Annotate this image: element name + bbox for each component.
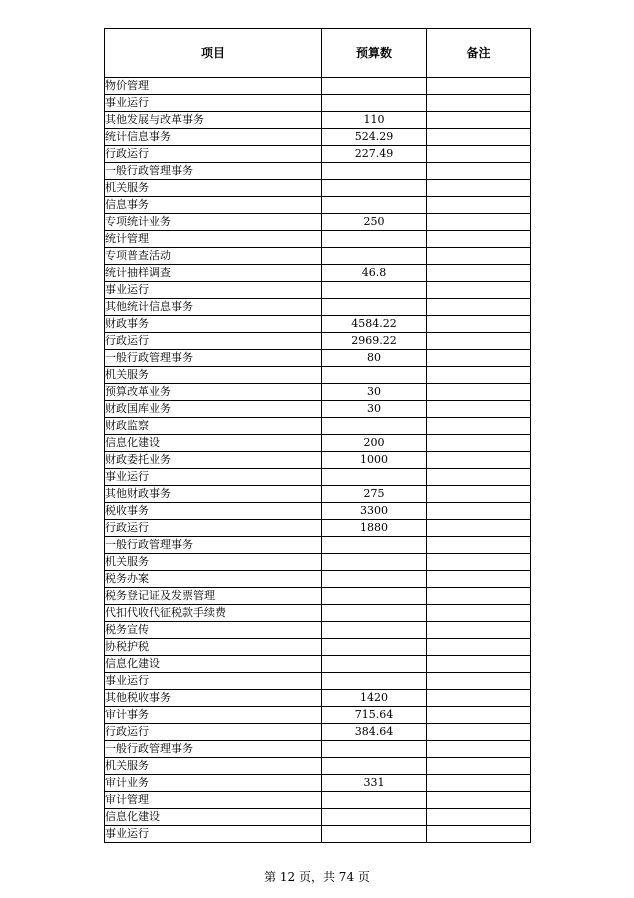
row-budget-value xyxy=(322,469,427,486)
row-budget-value: 1420 xyxy=(322,690,427,707)
row-budget-value xyxy=(322,605,427,622)
row-note xyxy=(427,180,531,197)
table-row xyxy=(105,452,531,469)
table-row xyxy=(105,418,531,435)
table-row xyxy=(105,384,531,401)
row-note xyxy=(427,316,531,333)
row-item-name: 一般行政管理事务 xyxy=(105,537,322,554)
row-note xyxy=(427,639,531,656)
row-note xyxy=(427,197,531,214)
row-item-name: 审计事务 xyxy=(105,707,322,724)
row-budget-value xyxy=(322,622,427,639)
row-note xyxy=(427,656,531,673)
row-item-name: 行政运行 xyxy=(105,146,322,163)
row-budget-value xyxy=(322,758,427,775)
row-item-name: 税务办案 xyxy=(105,571,322,588)
row-budget-value: 110 xyxy=(322,112,427,129)
row-note xyxy=(427,214,531,231)
table-row xyxy=(105,282,531,299)
row-budget-value xyxy=(322,656,427,673)
row-budget-value xyxy=(322,367,427,384)
row-note xyxy=(427,503,531,520)
table-header-row xyxy=(105,29,531,78)
row-note xyxy=(427,775,531,792)
row-note xyxy=(427,809,531,826)
row-item-name: 事业运行 xyxy=(105,282,322,299)
row-item-name: 其他税收事务 xyxy=(105,690,322,707)
row-note xyxy=(427,435,531,452)
row-note xyxy=(427,622,531,639)
row-budget-value: 1880 xyxy=(322,520,427,537)
row-note xyxy=(427,520,531,537)
row-budget-value: 30 xyxy=(322,384,427,401)
row-item-name: 信息事务 xyxy=(105,197,322,214)
row-note xyxy=(427,418,531,435)
row-item-name: 行政运行 xyxy=(105,724,322,741)
row-budget-value: 227.49 xyxy=(322,146,427,163)
row-budget-value: 4584.22 xyxy=(322,316,427,333)
row-item-name: 其他统计信息事务 xyxy=(105,299,322,316)
row-budget-value: 1000 xyxy=(322,452,427,469)
table-row xyxy=(105,316,531,333)
row-item-name: 信息化建设 xyxy=(105,656,322,673)
row-item-name: 审计业务 xyxy=(105,775,322,792)
row-note xyxy=(427,299,531,316)
row-item-name: 机关服务 xyxy=(105,554,322,571)
table-row xyxy=(105,350,531,367)
table-row xyxy=(105,146,531,163)
row-item-name: 其他财政事务 xyxy=(105,486,322,503)
table-row xyxy=(105,605,531,622)
row-note xyxy=(427,571,531,588)
table-row xyxy=(105,537,531,554)
table-row xyxy=(105,95,531,112)
row-budget-value xyxy=(322,248,427,265)
row-note xyxy=(427,78,531,95)
row-note xyxy=(427,146,531,163)
budget-table xyxy=(104,28,531,843)
row-budget-value xyxy=(322,180,427,197)
table-row xyxy=(105,809,531,826)
row-note xyxy=(427,350,531,367)
row-item-name: 行政运行 xyxy=(105,520,322,537)
row-budget-value xyxy=(322,282,427,299)
row-budget-value: 80 xyxy=(322,350,427,367)
row-note xyxy=(427,741,531,758)
table-row xyxy=(105,622,531,639)
row-budget-value xyxy=(322,537,427,554)
row-item-name: 机关服务 xyxy=(105,180,322,197)
row-note xyxy=(427,367,531,384)
table-row xyxy=(105,758,531,775)
row-budget-value: 275 xyxy=(322,486,427,503)
row-item-name: 事业运行 xyxy=(105,469,322,486)
row-item-name: 财政国库业务 xyxy=(105,401,322,418)
header-budget: 预算数 xyxy=(322,29,427,78)
row-item-name: 物价管理 xyxy=(105,78,322,95)
table-row xyxy=(105,588,531,605)
table-row xyxy=(105,435,531,452)
row-item-name: 一般行政管理事务 xyxy=(105,163,322,180)
table-row xyxy=(105,656,531,673)
row-item-name: 行政运行 xyxy=(105,333,322,350)
row-item-name: 专项统计业务 xyxy=(105,214,322,231)
row-note xyxy=(427,452,531,469)
table-row xyxy=(105,180,531,197)
row-budget-value xyxy=(322,163,427,180)
row-note xyxy=(427,707,531,724)
row-note xyxy=(427,95,531,112)
row-item-name: 统计抽样调查 xyxy=(105,265,322,282)
row-item-name: 审计管理 xyxy=(105,792,322,809)
row-note xyxy=(427,537,531,554)
table-row xyxy=(105,826,531,843)
table-row xyxy=(105,792,531,809)
row-item-name: 税收事务 xyxy=(105,503,322,520)
row-note xyxy=(427,826,531,843)
row-item-name: 税务登记证及发票管理 xyxy=(105,588,322,605)
row-note xyxy=(427,673,531,690)
row-budget-value xyxy=(322,78,427,95)
table-row xyxy=(105,554,531,571)
table-row xyxy=(105,639,531,656)
row-note xyxy=(427,384,531,401)
row-item-name: 机关服务 xyxy=(105,367,322,384)
row-note xyxy=(427,554,531,571)
row-budget-value: 715.64 xyxy=(322,707,427,724)
table-row xyxy=(105,707,531,724)
row-budget-value xyxy=(322,95,427,112)
header-note: 备注 xyxy=(427,29,531,78)
row-item-name: 事业运行 xyxy=(105,95,322,112)
table-body xyxy=(105,78,531,843)
row-budget-value xyxy=(322,299,427,316)
table-row xyxy=(105,129,531,146)
table-row xyxy=(105,401,531,418)
table-row xyxy=(105,571,531,588)
row-budget-value xyxy=(322,197,427,214)
row-budget-value xyxy=(322,809,427,826)
table-row xyxy=(105,214,531,231)
row-item-name: 一般行政管理事务 xyxy=(105,741,322,758)
row-budget-value xyxy=(322,673,427,690)
table-row xyxy=(105,520,531,537)
row-note xyxy=(427,588,531,605)
row-item-name: 统计管理 xyxy=(105,231,322,248)
row-budget-value xyxy=(322,792,427,809)
row-item-name: 统计信息事务 xyxy=(105,129,322,146)
table-row xyxy=(105,724,531,741)
row-item-name: 税务宣传 xyxy=(105,622,322,639)
table-row xyxy=(105,503,531,520)
row-item-name: 事业运行 xyxy=(105,826,322,843)
row-budget-value: 2969.22 xyxy=(322,333,427,350)
row-item-name: 协税护税 xyxy=(105,639,322,656)
table-row xyxy=(105,163,531,180)
row-item-name: 信息化建设 xyxy=(105,809,322,826)
table-row xyxy=(105,673,531,690)
row-budget-value xyxy=(322,231,427,248)
table-row xyxy=(105,248,531,265)
row-budget-value xyxy=(322,418,427,435)
row-note xyxy=(427,724,531,741)
row-note xyxy=(427,282,531,299)
row-budget-value: 524.29 xyxy=(322,129,427,146)
table-row xyxy=(105,741,531,758)
row-item-name: 预算改革业务 xyxy=(105,384,322,401)
row-item-name: 专项普查活动 xyxy=(105,248,322,265)
row-budget-value: 30 xyxy=(322,401,427,418)
page-footer: 第 12 页，共 74 页 xyxy=(264,870,370,884)
row-item-name: 代扣代收代征税款手续费 xyxy=(105,605,322,622)
row-note xyxy=(427,605,531,622)
row-budget-value: 384.64 xyxy=(322,724,427,741)
row-item-name: 财政事务 xyxy=(105,316,322,333)
header-item: 项目 xyxy=(105,29,322,78)
table-row xyxy=(105,231,531,248)
row-item-name: 信息化建设 xyxy=(105,435,322,452)
table-row xyxy=(105,775,531,792)
row-note xyxy=(427,231,531,248)
row-item-name: 事业运行 xyxy=(105,673,322,690)
row-note xyxy=(427,163,531,180)
row-item-name: 财政监察 xyxy=(105,418,322,435)
row-note xyxy=(427,112,531,129)
row-budget-value xyxy=(322,588,427,605)
table-row xyxy=(105,197,531,214)
row-note xyxy=(427,792,531,809)
row-note xyxy=(427,265,531,282)
row-item-name: 机关服务 xyxy=(105,758,322,775)
row-budget-value: 46.8 xyxy=(322,265,427,282)
row-item-name: 财政委托业务 xyxy=(105,452,322,469)
row-note xyxy=(427,333,531,350)
row-note xyxy=(427,690,531,707)
table-row xyxy=(105,299,531,316)
row-budget-value xyxy=(322,826,427,843)
table-row xyxy=(105,469,531,486)
row-item-name: 一般行政管理事务 xyxy=(105,350,322,367)
row-item-name: 其他发展与改革事务 xyxy=(105,112,322,129)
table-row xyxy=(105,265,531,282)
table-row xyxy=(105,486,531,503)
row-note xyxy=(427,129,531,146)
row-note xyxy=(427,401,531,418)
row-note xyxy=(427,469,531,486)
table-row xyxy=(105,112,531,129)
row-note xyxy=(427,486,531,503)
row-budget-value xyxy=(322,639,427,656)
row-budget-value xyxy=(322,741,427,758)
row-budget-value: 331 xyxy=(322,775,427,792)
table-row xyxy=(105,690,531,707)
row-budget-value: 3300 xyxy=(322,503,427,520)
row-budget-value xyxy=(322,554,427,571)
row-budget-value: 250 xyxy=(322,214,427,231)
table-row xyxy=(105,78,531,95)
row-note xyxy=(427,758,531,775)
row-note xyxy=(427,248,531,265)
table-row xyxy=(105,367,531,384)
row-budget-value: 200 xyxy=(322,435,427,452)
row-budget-value xyxy=(322,571,427,588)
table-row xyxy=(105,333,531,350)
